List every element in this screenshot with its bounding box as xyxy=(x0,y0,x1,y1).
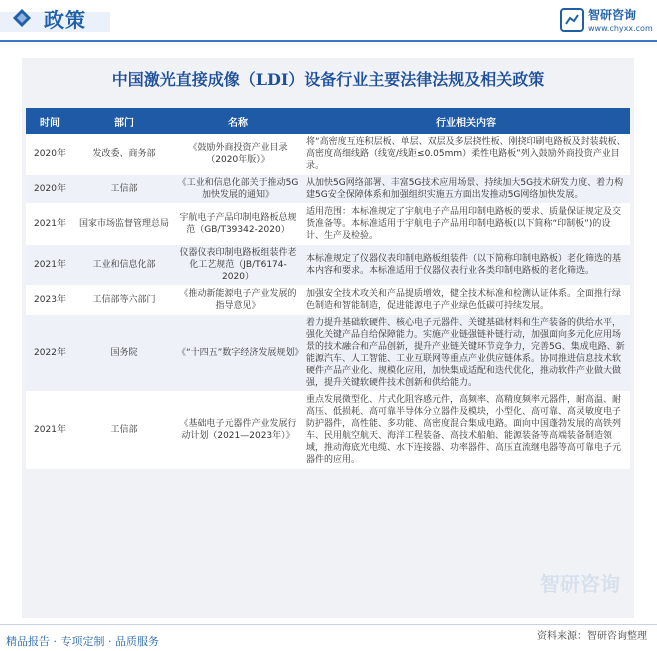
watermark: 智研咨询 xyxy=(540,572,620,596)
brand-name: 智研咨询 xyxy=(588,8,637,22)
column-header-content: 行业相关内容 xyxy=(302,108,630,134)
table-row xyxy=(26,392,630,469)
row-time: 2023年 xyxy=(26,286,74,315)
document-title: 中国激光直接成像（LDI）设备行业主要法律法规及相关政策 xyxy=(111,70,545,89)
diamond-icon xyxy=(12,8,32,28)
column-header-dept: 部门 xyxy=(74,108,174,134)
column-header-name: 名称 xyxy=(174,108,302,134)
table-row xyxy=(26,286,630,315)
row-time: 2022年 xyxy=(26,315,74,392)
row-content: 将“高密度互连积层板、单层、双层及多层挠性板、刚挠印刷电路板及封装载板、高密度高细线路（线宽/线距≤0.05mm）柔性电路板”列入鼓励外商投资产业目录。 xyxy=(302,134,630,175)
row-name: 《工业和信息化部关于推动5G加快发展的通知》 xyxy=(174,175,302,204)
row-content: 从加快5G网络部署、丰富5G技术应用场景、持续加大5G技术研发力度、着力构建5G安全保障体系和加强组织实施五方面出发推动5G网络加快发展。 xyxy=(302,175,630,204)
row-content: 加强安全技术攻关和产品提质增效，健全技术标准和检测认证体系。全面推行绿色制造和智能制造，促进能源电子产业绿色低碳可持续发展。 xyxy=(302,286,630,315)
row-dept: 工信部 xyxy=(74,392,174,469)
row-dept: 工业和信息化部 xyxy=(74,245,174,286)
row-time: 2021年 xyxy=(26,204,74,245)
row-dept: 发改委、商务部 xyxy=(74,134,174,175)
row-dept: 工信部 xyxy=(74,175,174,204)
row-name: 《鼓励外商投资产业目录（2020年版）》 xyxy=(174,134,302,175)
table-header-row xyxy=(26,108,630,134)
row-content: 着力提升基础软硬件、核心电子元器件、关键基础材料和生产装备的供给水平，强化关键产品自给保障能力。实施产业链强链补链行动，加强面向多元化应用场景的技术融合和产品创新，提升产业链关键环节竞争力，完善5G、集成电路、新能源汽车、人工智能、工业互联网等重点产业供应链体系。协同推进信息技术软硬件产品产业化、规模化应用，加快集成适配和迭代优化，推动软件产业做大做强，提升关键软硬件技术创新和供给能力。 xyxy=(302,315,630,392)
row-time: 2020年 xyxy=(26,175,74,204)
row-content: 重点发展微型化、片式化阻容感元件，高频率、高精度频率元器件，耐高温、耐高压、低损耗、高可靠半导体分立器件及模块，小型化、高可靠、高灵敏度电子防护器件，高性能、多功能、高密度混合集成电路。面向中国蓬勃发展的高铁列车、民用航空航天、海洋工程装备、高技术船舶、能源装备等高端装备制造领域，推动海底光电缆、水下连接器、功率器件、高压直流继电器等高可靠电子元器件的应用。 xyxy=(302,392,630,469)
table-row xyxy=(26,204,630,245)
row-name: 宇航电子产品印制电路板总规范（GB/T39342-2020） xyxy=(174,204,302,245)
row-time: 2021年 xyxy=(26,245,74,286)
row-name: 《“十四五”数字经济发展规划》 xyxy=(174,315,302,392)
row-name: 《推动新能源电子产业发展的指导意见》 xyxy=(174,286,302,315)
section-title: 政策 xyxy=(44,8,86,32)
footer-slogan: 精品报告 · 专项定制 · 品质服务 xyxy=(6,635,159,648)
table-row xyxy=(26,175,630,204)
table-row xyxy=(26,245,630,286)
row-content: 适用范围：本标准规定了宇航电子产品用印制电路板的要求、质量保证规定及交货准备等。本标准适用于宇航电子产品用印制电路板(以下简称“印制板”)的设计、生产及检验。 xyxy=(302,204,630,245)
row-time: 2021年 xyxy=(26,392,74,469)
row-content: 本标准规定了仪器仪表印制电路板组装件（以下简称印制电路板）老化筛选的基本内容和要求。本标准适用于仪器仪表行业各类印制电路板的老化筛选。 xyxy=(302,245,630,286)
row-time: 2020年 xyxy=(26,134,74,175)
policy-table xyxy=(26,108,630,469)
row-name: 《基础电子元器件产业发展行动计划（2021—2023年）》 xyxy=(174,392,302,469)
brand-url: www.chyxx.com xyxy=(588,24,653,33)
row-name: 仪器仪表印制电路板组装件老化工艺规范（JB/T6174-2020） xyxy=(174,245,302,286)
data-source: 资料来源：智研咨询整理 xyxy=(537,631,647,642)
row-dept: 工信部等六部门 xyxy=(74,286,174,315)
header xyxy=(0,0,657,38)
header-divider xyxy=(0,40,657,42)
brand-logo-icon xyxy=(560,8,584,32)
row-dept: 国务院 xyxy=(74,315,174,392)
column-header-time: 时间 xyxy=(26,108,74,134)
row-dept: 国家市场监督管理总局 xyxy=(74,204,174,245)
table-row xyxy=(26,315,630,392)
table-row xyxy=(26,134,630,175)
footer-divider xyxy=(0,624,657,625)
